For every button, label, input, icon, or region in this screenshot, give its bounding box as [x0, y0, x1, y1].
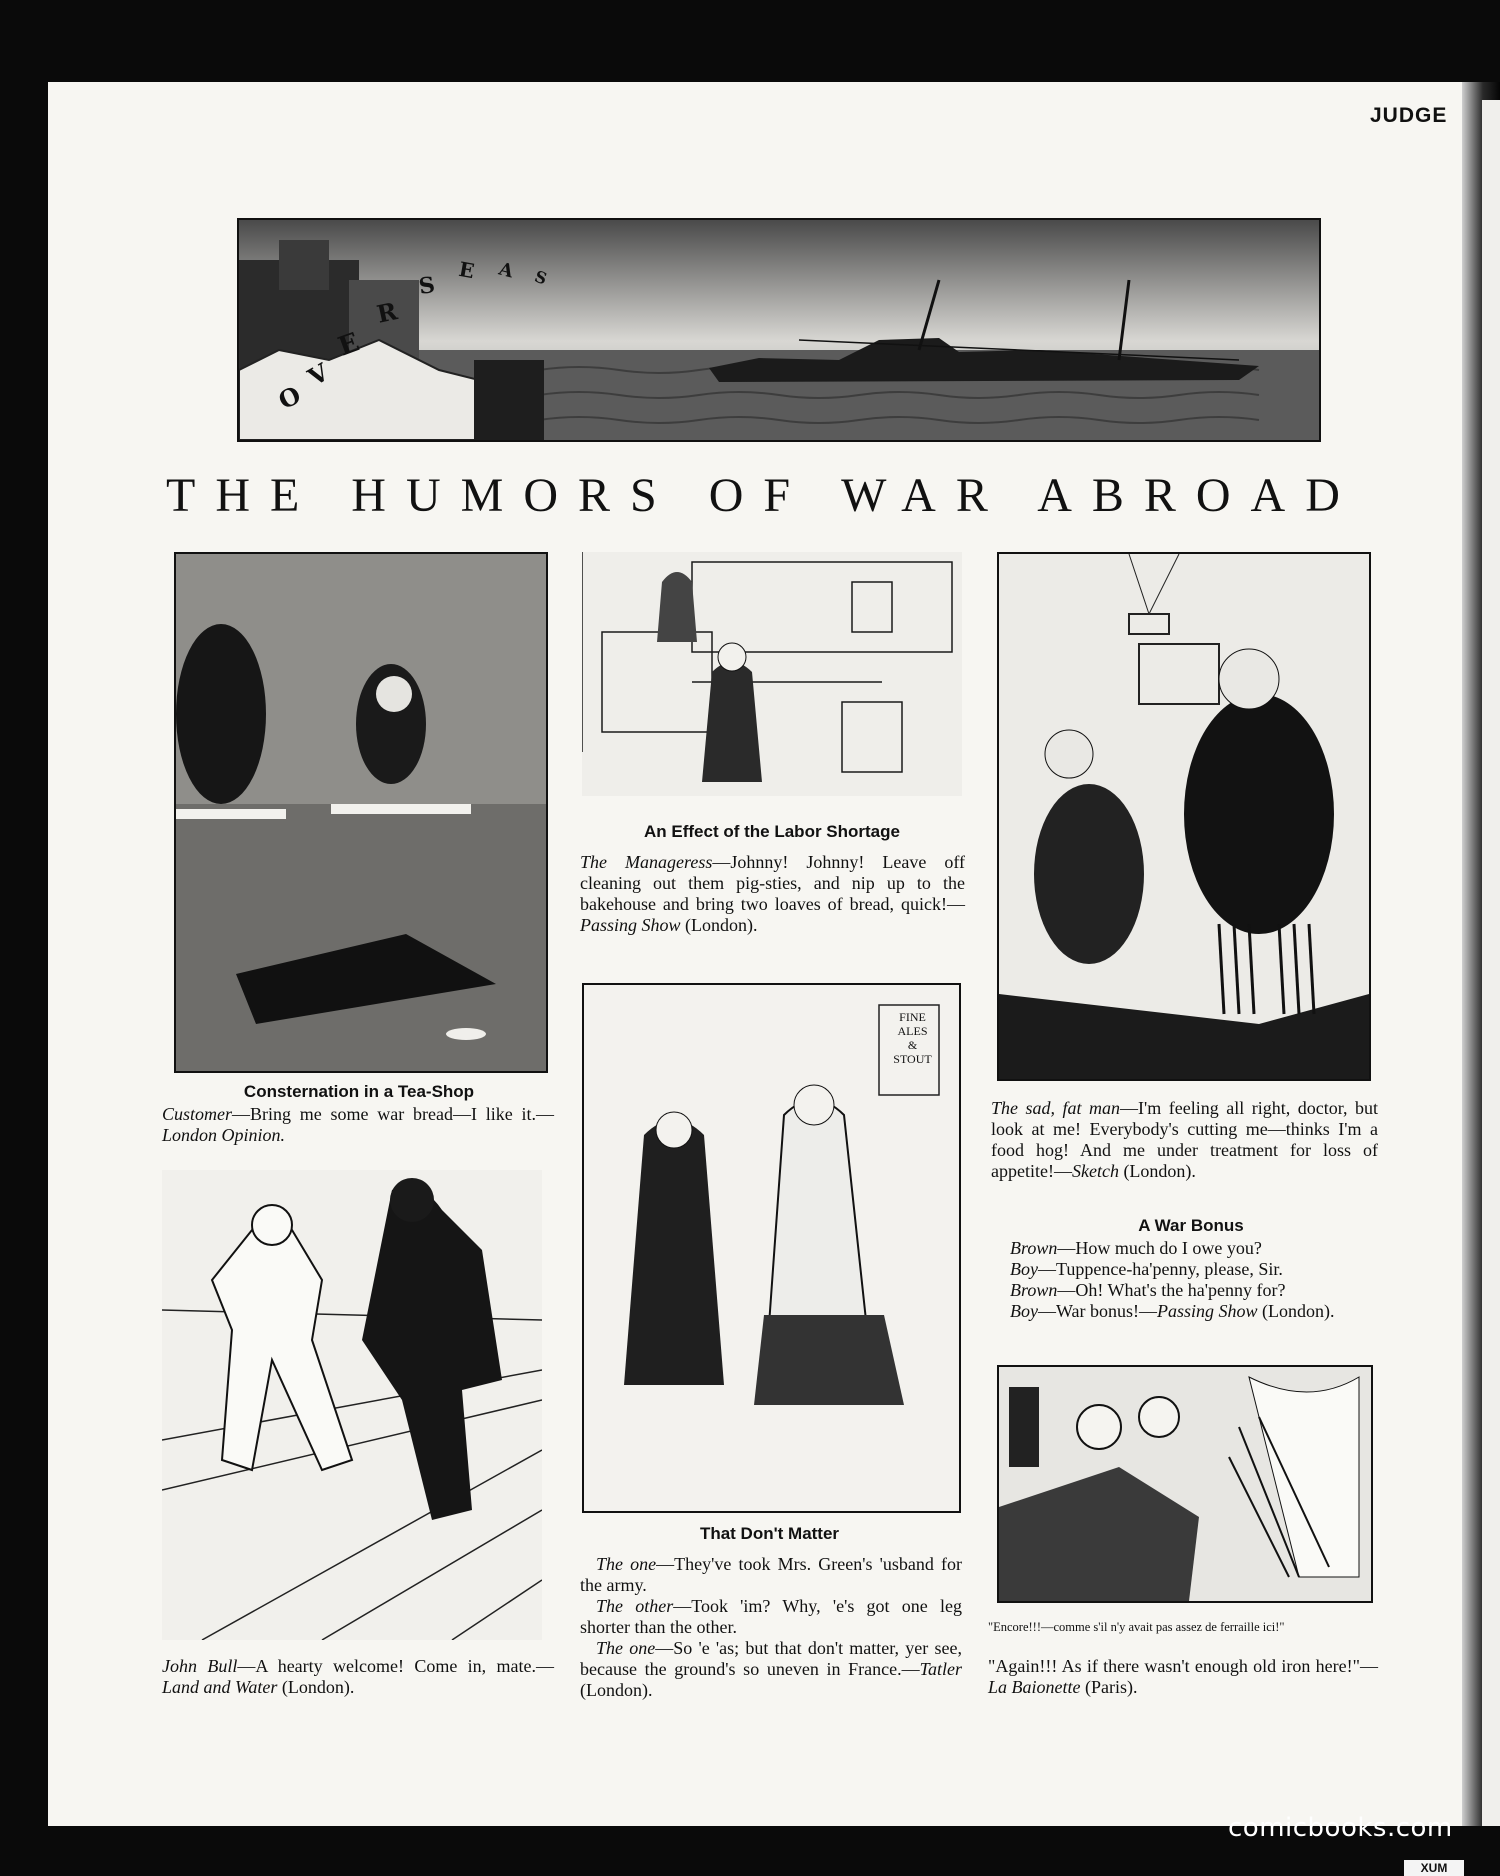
source-city: (Paris). [1080, 1677, 1138, 1697]
pub-sign-line: & [907, 1038, 918, 1052]
caption-text [162, 1656, 554, 1698]
banner-letter: A [496, 258, 516, 283]
caption-text [580, 1554, 962, 1701]
caption-title: Consternation in a Tea-Shop [243, 1082, 475, 1101]
caption-text [580, 852, 965, 936]
caption-text [1010, 1238, 1378, 1322]
john-bull-cartoon [162, 1170, 542, 1640]
speaker: The one [596, 1554, 657, 1574]
labor-shortage-cartoon [582, 552, 962, 796]
source-city: (London). [1257, 1301, 1335, 1321]
caption-title: That Don't Matter [699, 1524, 840, 1543]
source: Tatler [919, 1659, 962, 1679]
speaker: The one [596, 1638, 656, 1658]
banner-letter: S [417, 272, 437, 300]
dialogue: —They've took Mrs. Green's 'usband for the army. [580, 1554, 962, 1595]
speaker: The other [596, 1596, 674, 1616]
dialogue-line [580, 1596, 962, 1638]
caption-text [991, 1098, 1378, 1182]
pub-sign-line: ALES [897, 1024, 928, 1038]
pub-sign-line: STOUT [893, 1052, 932, 1066]
dialogue: —War bonus!— [1037, 1301, 1158, 1321]
dialogue-line [580, 1638, 962, 1701]
caption-title: A War Bonus [1138, 1216, 1244, 1235]
source: Sketch [1071, 1161, 1119, 1181]
speaker: The Manageress [580, 852, 713, 872]
corner-mark: XUM [1404, 1860, 1464, 1876]
banner-lettering [237, 218, 1317, 438]
facing-page-strip [1482, 100, 1500, 1840]
banner-letter: E [334, 327, 364, 363]
source: Passing Show [1157, 1301, 1258, 1321]
dialogue-line [580, 1554, 962, 1596]
speaker: Brown [1010, 1280, 1058, 1300]
source: London Opinion. [162, 1125, 286, 1145]
speaker: John Bull [162, 1656, 238, 1676]
banner-letter: O [273, 379, 306, 416]
banner-letter: S [532, 266, 550, 289]
speaker: Brown [1010, 1238, 1058, 1258]
source: Passing Show [580, 915, 681, 935]
source: Land and Water [162, 1677, 278, 1697]
dialogue: —So 'e 'as; but that don't matter, yer see, because the ground's so uneven in France.— [580, 1638, 962, 1679]
speaker: Boy [1010, 1259, 1038, 1279]
banner-letter: V [302, 357, 334, 392]
dialogue: —Oh! What's the ha'penny for? [1057, 1280, 1286, 1300]
dialogue: —A hearty welcome! Come in, mate.— [237, 1656, 554, 1676]
speaker: Boy [1010, 1301, 1038, 1321]
running-head: JUDGE [1370, 104, 1448, 127]
caption-text [162, 1104, 554, 1146]
speaker: The sad, fat man [991, 1098, 1121, 1118]
pub-sign-line: FINE [899, 1010, 926, 1024]
speaker: Customer [162, 1104, 233, 1124]
dialogue-line [1010, 1280, 1378, 1301]
dialogue: —Bring me some war bread—I like it.— [232, 1104, 554, 1124]
la-baionette-cartoon [997, 1365, 1373, 1603]
pub-sign [885, 1010, 940, 1066]
dialogue: —I'm feeling all right, doctor, but look at me! Everybody's cutting me—thinks I'm a food hog! And me under treatment for loss of appetite!— [991, 1098, 1378, 1181]
dialogue-line [1010, 1301, 1378, 1322]
source-city: (London). [580, 1680, 653, 1700]
dialogue: —How much do I owe you? [1057, 1238, 1262, 1258]
source-city: (London). [277, 1677, 355, 1697]
watermark: comicbooks.com [1228, 1813, 1453, 1843]
dialogue: —Tuppence-ha'penny, please, Sir. [1037, 1259, 1283, 1279]
dialogue: —Johnny! Johnny! Leave off cleaning out them pig-sties, and nip up to the bakehouse and bring two loaves of bread, quick!— [580, 852, 966, 914]
dialogue: —Took 'im? Why, 'e's got one leg shorter than the other. [580, 1596, 962, 1637]
page-headline: THE HUMORS OF WAR ABROAD [166, 469, 1360, 522]
caption-text [988, 1656, 1378, 1698]
doctor-cartoon [997, 552, 1371, 1081]
source-city: (London). [1118, 1161, 1196, 1181]
banner-letter: R [374, 296, 400, 329]
dialogue: "Again!!! As if there wasn't enough old iron here!"— [988, 1656, 1378, 1676]
dialogue-line [1010, 1259, 1378, 1280]
banner-letter: E [457, 256, 477, 284]
tea-shop-cartoon [174, 552, 548, 1073]
source: La Baionette [988, 1677, 1081, 1697]
french-caption: "Encore!!!—comme s'il n'y avait pas assez de ferraille ici!" [988, 1620, 1285, 1634]
dialogue-line [1010, 1238, 1378, 1259]
caption-title: An Effect of the Labor Shortage [644, 822, 900, 841]
source-city: (London). [680, 915, 758, 935]
